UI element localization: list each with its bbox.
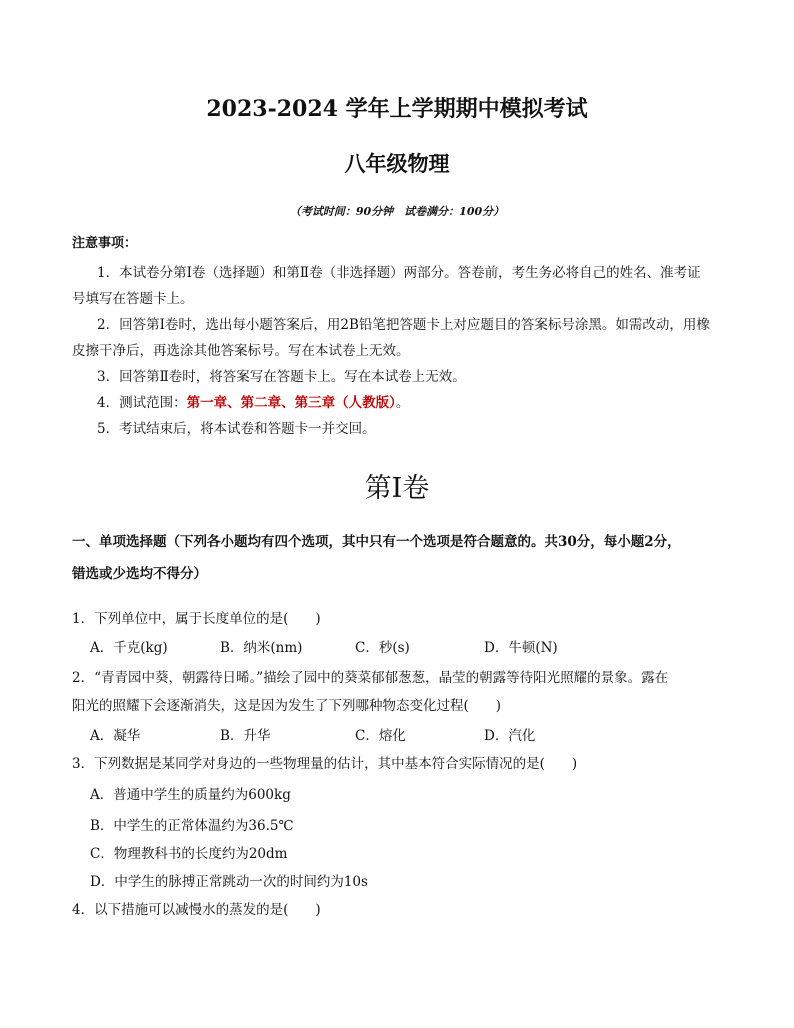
notice-item-4-suffix: 。 xyxy=(395,395,410,411)
question-3-stem: 3．下列数据是某同学对身边的一些物理量的估计，其中基本符合实际情况的是( ) xyxy=(72,756,578,772)
notice-item-5: 5．考试结束后，将本试卷和答题卡一并交回。 xyxy=(97,421,376,437)
test-scope: 第一章、第二章、第三章（人教版） xyxy=(186,395,396,411)
question-2-option-d: D．汽化 xyxy=(484,728,536,744)
question-1-option-c: C．秒(s) xyxy=(355,640,410,656)
notice-item-1-line-1: 1．本试卷分第Ⅰ卷（选择题）和第Ⅱ卷（非选择题）两部分。答卷前，考生务必将自己的姓名、准考证 xyxy=(97,265,701,281)
notice-item-2-line-2: 皮擦干净后，再选涂其他答案标号。写在本试卷上无效。 xyxy=(72,343,410,359)
section-heading-line-2: 错选或少选均不得分） xyxy=(72,566,207,582)
question-3-option-d: D．中学生的脉搏正常跳动一次的时间约为10s xyxy=(90,874,368,890)
question-4-stem: 4．以下措施可以减慢水的蒸发的是( ) xyxy=(72,902,321,918)
question-2-option-c: C．熔化 xyxy=(355,728,406,744)
notice-item-1-line-2: 号填写在答题卡上。 xyxy=(72,291,194,307)
question-2-option-b: B．升华 xyxy=(220,728,271,744)
question-1-option-d: D．牛顿(N) xyxy=(484,640,558,656)
section-heading-line-1: 一、单项选择题（下列各小题均有四个选项，其中只有一个选项是符合题意的。共30分，每小题2分， xyxy=(72,534,681,550)
exam-main-title: 2023-2024 学年上学期期中模拟考试 xyxy=(206,96,588,122)
question-2-stem-line-1: 2．“青青园中葵，朝露待日晞。”描绘了园中的葵菜郁郁葱葱，晶莹的朝露等待阳光照耀的景象。露在 xyxy=(72,670,669,686)
notice-heading: 注意事项： xyxy=(72,236,138,251)
notice-item-4 xyxy=(97,391,409,411)
notice-item-2-line-1: 2．回答第Ⅰ卷时，选出每小题答案后，用2B铅笔把答题卡上对应题目的答案标号涂黑。如需改动，用橡 xyxy=(97,317,710,333)
question-1-option-a: A．千克(kg) xyxy=(90,640,168,656)
question-2-stem-line-2: 阳光的照耀下会逐渐消失，这是因为发生了下列哪种物态变化过程( ) xyxy=(72,698,502,714)
exam-time-and-score: （考试时间：90分钟 试卷满分：100分） xyxy=(289,205,505,218)
question-2-option-a: A．凝华 xyxy=(90,728,141,744)
question-3-option-b: B．中学生的正常体温约为36.5℃ xyxy=(90,818,294,834)
exam-subject-title: 八年级物理 xyxy=(344,151,450,176)
section-title: 第Ⅰ卷 xyxy=(364,473,430,504)
notice-item-4-prefix: 4．测试范围： xyxy=(97,395,187,411)
notice-item-3: 3．回答第Ⅱ卷时，将答案写在答题卡上。写在本试卷上无效。 xyxy=(97,369,466,385)
question-1-stem: 1．下列单位中，属于长度单位的是( ) xyxy=(72,611,321,627)
question-1-option-b: B．纳米(nm) xyxy=(220,640,303,656)
question-3-option-c: C．物理教科书的长度约为20dm xyxy=(90,846,288,862)
question-3-option-a: A．普通中学生的质量约为600kg xyxy=(90,787,291,803)
